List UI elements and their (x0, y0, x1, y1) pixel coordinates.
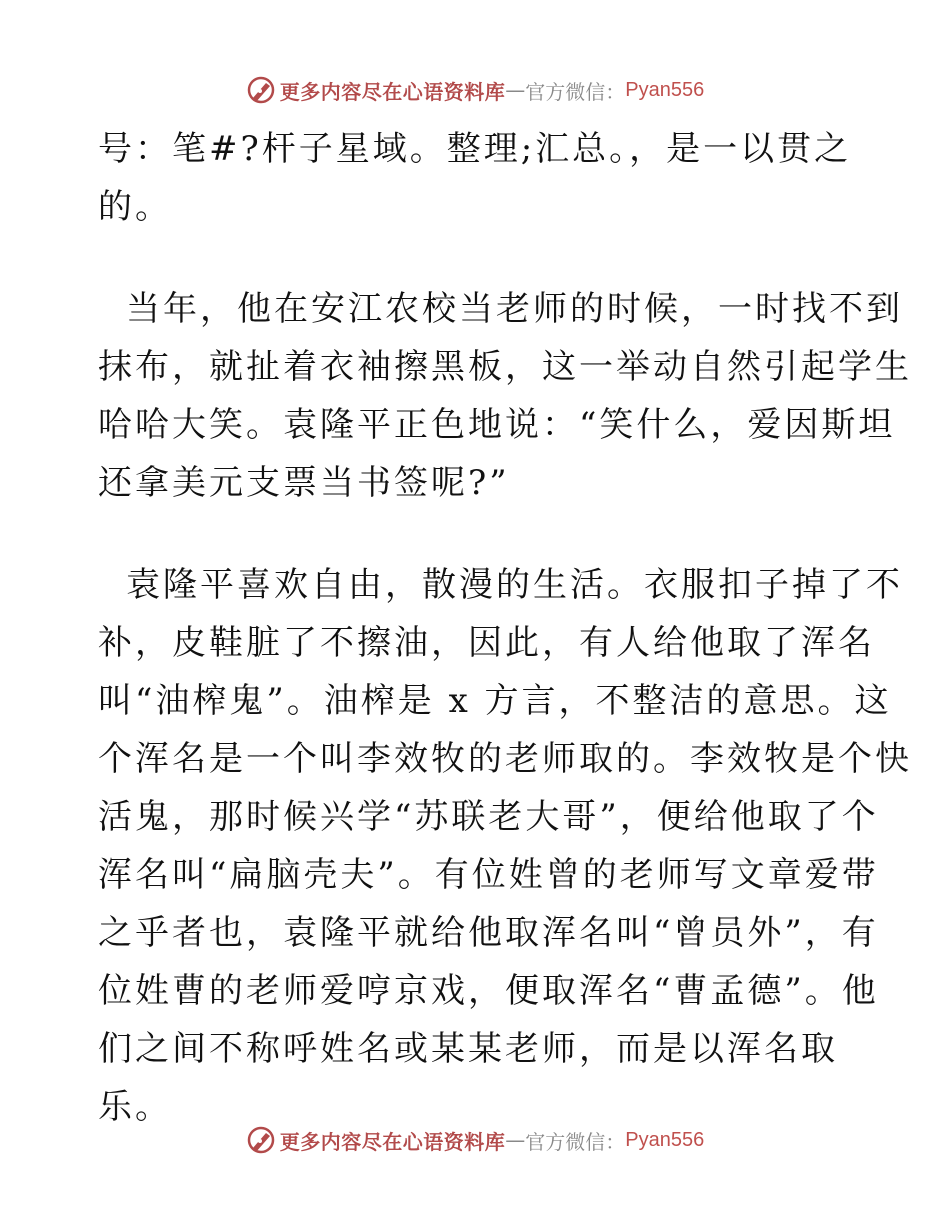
footer-brand-text: 更多内容尽在心语资料库 (279, 1129, 506, 1154)
header-banner (0, 70, 950, 110)
pen-logo-icon (246, 75, 276, 105)
paragraph-2 (98, 280, 912, 512)
paragraph-1 (98, 120, 868, 236)
footer-banner (0, 1120, 950, 1160)
text-line: 活鬼，那时候兴学“苏联老大哥”，便给他取了个 (98, 797, 879, 837)
text-line: 们之间不称呼姓名或某某老师，而是以浑名取 (98, 1029, 838, 1069)
header-wechat-label: 官方微信： (525, 79, 626, 104)
text-line: 之乎者也，袁隆平就给他取浑名叫“曾员外”，有 (98, 913, 879, 953)
header-separator: — (505, 78, 526, 102)
text-line: 还拿美元支票当书签呢?” (98, 463, 510, 503)
text-line: 补，皮鞋脏了不擦油，因此，有人给他取了浑名 (98, 623, 875, 663)
text-line: 位姓曹的老师爱哼京戏，便取浑名“曹孟德”。他 (98, 971, 879, 1011)
document-body (98, 120, 912, 1136)
pen-logo-icon (246, 1125, 276, 1155)
text-line: 当年，他在安江农校当老师的时候，一时找不到 (126, 289, 903, 329)
text-line: 乐。 (98, 1087, 172, 1127)
text-line: 叫“油榨鬼”。油榨是 x 方言，不整洁的意思。这 (98, 681, 892, 721)
text-line: 袁隆平喜欢自由，散漫的生活。衣服扣子掉了不 (126, 565, 903, 605)
footer-wechat-label: 官方微信： (525, 1129, 626, 1154)
text-line: 个浑名是一个叫李效牧的老师取的。李效牧是个快 (98, 739, 912, 779)
footer-separator: — (505, 1128, 526, 1152)
footer-wechat-id: Pyan556 (625, 1128, 705, 1151)
text-line: 哈哈大笑。袁隆平正色地说：“笑什么，爱因斯坦 (98, 405, 896, 445)
text-line: 号：笔#?杆子星域。整理;汇总。，是一以贯之 (98, 129, 852, 169)
header-brand-text: 更多内容尽在心语资料库 (279, 79, 506, 104)
text-line: 浑名叫“扁脑壳夫”。有位姓曾的老师写文章爱带 (98, 855, 879, 895)
paragraph-3 (98, 556, 912, 1136)
text-line: 的。 (98, 187, 172, 227)
text-line: 抹布，就扯着衣袖擦黑板，这一举动自然引起学生 (98, 347, 912, 387)
header-wechat-id: Pyan556 (625, 78, 705, 101)
